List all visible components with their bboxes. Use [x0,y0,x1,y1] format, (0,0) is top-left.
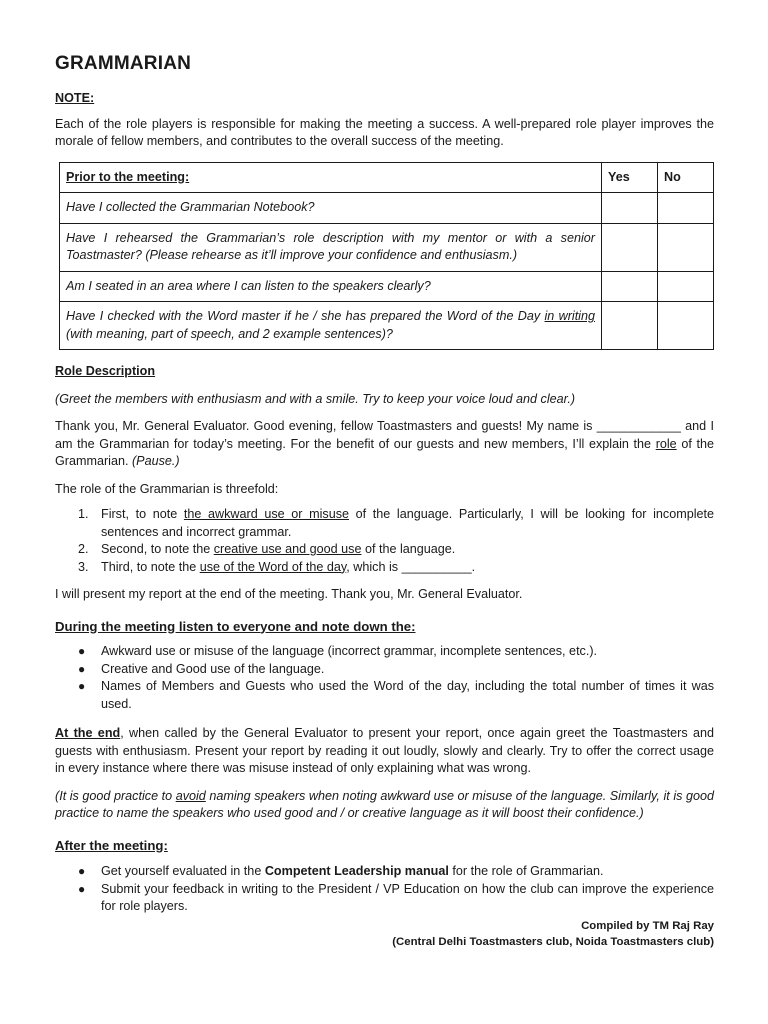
no-checkbox-cell [658,193,714,224]
list-emphasis: creative use and good use [213,542,362,556]
list-text: , which is __________. [346,559,476,574]
list-item [78,678,714,713]
end-text: , when called by the General Evaluator to present your report, once again greet the Toastmasters and guests with enthusiasm. Present your report by reading it out loudly, slowly and clearly. Try to offer the correct usage in every instance where there was misuse instead of only explaining what was wrong. [55,726,714,775]
during-heading: During the meeting listen to everyone and note down the: [55,618,416,634]
no-checkbox-cell [658,223,714,271]
checklist-row [60,223,714,271]
checklist-question: Have I rehearsed the Grammarian’s role description with my mentor or with a senior Toastmaster? (Please rehearse as it’ll improve your confidence and enthusiasm.) [60,223,602,271]
bullet-icon: ● [78,644,86,658]
intro-text: Thank you, Mr. General Evaluator. Good evening, fellow Toastmasters and guests! My name is ____________ and I am the Grammarian for today’s meeting. For the benefit of our guests and new members, I’ll explain the [55,419,714,451]
question-emphasis: in writing [544,309,595,323]
list-text: Get yourself evaluated in the [101,864,265,878]
role-list [55,506,714,576]
during-list [55,643,714,713]
list-text: of the language. [361,542,456,556]
no-checkbox-cell [658,302,714,350]
list-emphasis: Competent Leadership manual [264,864,449,878]
tip-text: (It is good practice to [55,788,176,803]
intro-pause: (Pause.) [131,454,180,468]
list-text: Names of Members and Guests who used the Word of the day, including the total number of times it was used. [101,679,714,711]
question-text: (with meaning, part of speech, and 2 example sentences)? [66,326,393,341]
document-page [55,50,714,950]
checklist-row [60,302,714,350]
bullet-icon: ● [78,864,86,878]
list-number: 1. [78,507,89,521]
list-item [78,643,714,661]
list-text: Second, to note the [101,542,214,556]
greet-instruction: (Greet the members with enthusiasm and with a smile. Try to keep your voice loud and clear.) [55,391,576,406]
footer-line: Compiled by TM Raj Ray [581,919,714,932]
checklist-row [60,271,714,302]
bullet-icon: ● [78,679,86,693]
threefold-text: The role of the Grammarian is threefold: [55,481,279,496]
end-lead: At the end [55,726,121,740]
role-intro [55,418,714,471]
list-item [78,881,714,916]
bullet-icon: ● [78,881,86,896]
page-title: GRAMMARIAN [55,53,192,74]
yes-checkbox-cell [602,302,658,350]
after-list [55,863,714,916]
tip-emphasis: avoid [175,788,206,803]
yes-checkbox-cell [602,271,658,302]
tip-paragraph [55,788,714,823]
intro-role-word: role [655,436,677,451]
intro-text: of the Grammarian. [55,436,714,468]
list-emphasis: the awkward use or misuse [183,507,350,521]
list-item [55,541,714,559]
list-number: 3. [78,559,89,574]
checklist-question [60,302,602,350]
tip-text: naming speakers when noting awkward use or misuse of the language. Similarly, it is good practice to name the speakers who used good and / or creative language as it will boost their confidence.) [55,788,714,820]
list-item [55,506,714,541]
checklist-header-row [60,162,714,193]
after-heading: After the meeting: [55,837,168,853]
footer-credit [55,918,714,950]
note-text: Each of the role players is responsible for making the meeting a success. A well-prepared role player improves the morale of fellow members, and contributes to the overall success of the meeting. [55,116,714,148]
checklist-question: Am I seated in an area where I can listen to the speakers clearly? [60,271,602,302]
footer-line: (Central Delhi Toastmasters club, Noida Toastmasters club) [392,935,714,948]
checklist-table [59,162,714,351]
list-text: Submit your feedback in writing to the President / VP Education on how the club can improve the experience for role players. [101,881,714,913]
list-item [78,863,714,881]
bullet-icon: ● [78,661,86,676]
checklist-header: Prior to the meeting: [60,162,602,193]
list-emphasis: use of the Word of the day [199,559,347,574]
role-description-heading: Role Description [55,364,156,378]
list-text: Third, to note the [101,559,200,574]
note-heading: NOTE: [55,91,95,105]
list-item [55,559,714,577]
list-text: Awkward use or misuse of the language (incorrect grammar, incomplete sentences, etc.). [101,644,598,658]
list-text: of the language. Particularly, I will be looking for incomplete sentences and incorrect grammar. [101,507,714,539]
checklist-question: Have I collected the Grammarian Notebook? [60,193,602,224]
list-text: Creative and Good use of the language. [101,661,325,676]
no-column-header: No [658,162,714,193]
yes-checkbox-cell [602,223,658,271]
closing-text: I will present my report at the end of the meeting. Thank you, Mr. General Evaluator. [55,587,523,601]
list-item [78,661,714,679]
end-paragraph [55,725,714,778]
no-checkbox-cell [658,271,714,302]
list-text: First, to note [101,507,184,521]
question-text: Have I checked with the Word master if he / she has prepared the Word of the Day [66,309,545,323]
list-text: for the role of Grammarian. [448,864,604,878]
checklist-row [60,193,714,224]
yes-checkbox-cell [602,193,658,224]
yes-column-header: Yes [602,162,658,193]
list-number: 2. [78,542,89,556]
